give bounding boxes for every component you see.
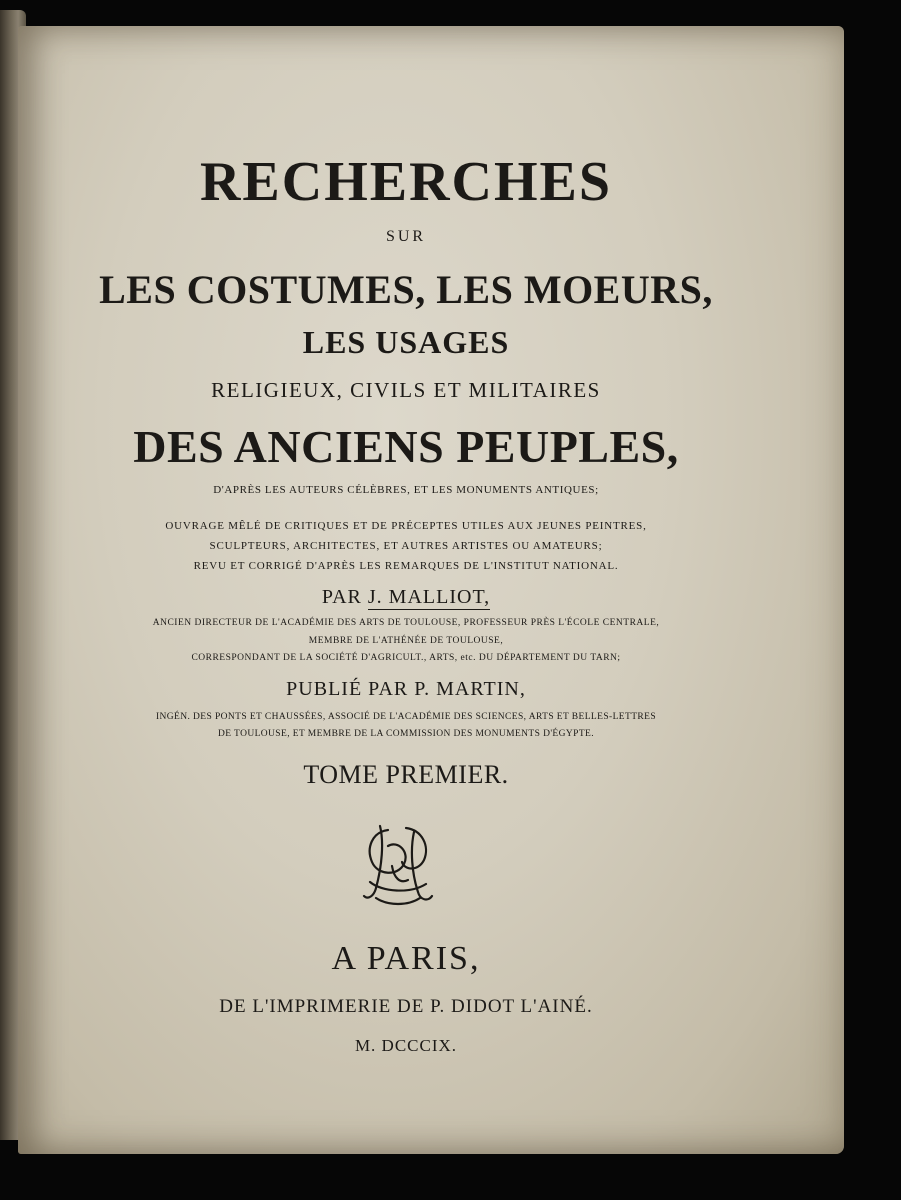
author-prefix: PAR [321, 586, 368, 608]
publisher-name: P. MARTIN, [414, 678, 526, 700]
publisher-credential-2: DE TOULOUSE, ET MEMBRE DE LA COMMISSION DES MONUMENTS D'ÉGYPTE. [217, 729, 595, 739]
publisher-credential-1: INGÉN. DES PONTS ET CHAUSSÉES, ASSOCIÉ DE L'ACADÉMIE DES SCIENCES, ARTS ET BELLES-LETTRES [155, 712, 657, 722]
main-title: RECHERCHES [199, 151, 613, 213]
publisher-line [26, 678, 786, 701]
description-line-1: OUVRAGE MÊLÉ DE CRITIQUES ET DE PRÉCEPTES UTILES AUX JEUNES PEINTRES, [165, 520, 647, 532]
title-line-anciens: DES ANCIENS PEUPLES, [133, 421, 679, 472]
subtitle-dapres: D'APRÈS LES AUTEURS CÉLÈBRES, ET LES MONUMENTS ANTIQUES; [213, 484, 599, 496]
description-line-2: SCULPTEURS, ARCHITECTES, ET AUTRES ARTISTES OU AMATEURS; [209, 540, 603, 552]
author-name: J. MALLIOT, [367, 586, 491, 608]
author-line [26, 586, 786, 609]
volume-label: TOME PREMIER. [303, 760, 509, 789]
title-page [18, 26, 844, 1154]
imprint-place: A PARIS, [331, 940, 481, 977]
title-line-religieux: RELIGIEUX, CIVILS ET MILITAIRES [211, 378, 601, 402]
author-credential-2: MEMBRE DE L'ATHÉNÉE DE TOULOUSE, [308, 636, 504, 646]
imprint-printer: DE L'IMPRIMERIE DE P. DIDOT L'AINÉ. [219, 996, 593, 1017]
monogram-emblem-icon [358, 822, 436, 906]
title-line-costumes: LES COSTUMES, LES MOEURS, [99, 267, 713, 312]
title-line-usages: LES USAGES [302, 324, 510, 360]
publisher-prefix: PUBLIÉ PAR [286, 678, 415, 700]
title-connector: SUR [385, 228, 427, 245]
description-line-3: REVU ET CORRIGÉ D'APRÈS LES REMARQUES DE L'INSTITUT NATIONAL. [193, 560, 619, 572]
author-credential-3: CORRESPONDANT DE LA SOCIÉTÉ D'AGRICULT., ARTS, etc. DU DÉPARTEMENT DU TARN; [191, 653, 621, 663]
imprint-year: M. DCCCIX. [354, 1036, 458, 1055]
author-credential-1: ANCIEN DIRECTEUR DE L'ACADÉMIE DES ARTS DE TOULOUSE, PROFESSEUR PRÈS L'ÉCOLE CENTRALE, [152, 618, 660, 628]
